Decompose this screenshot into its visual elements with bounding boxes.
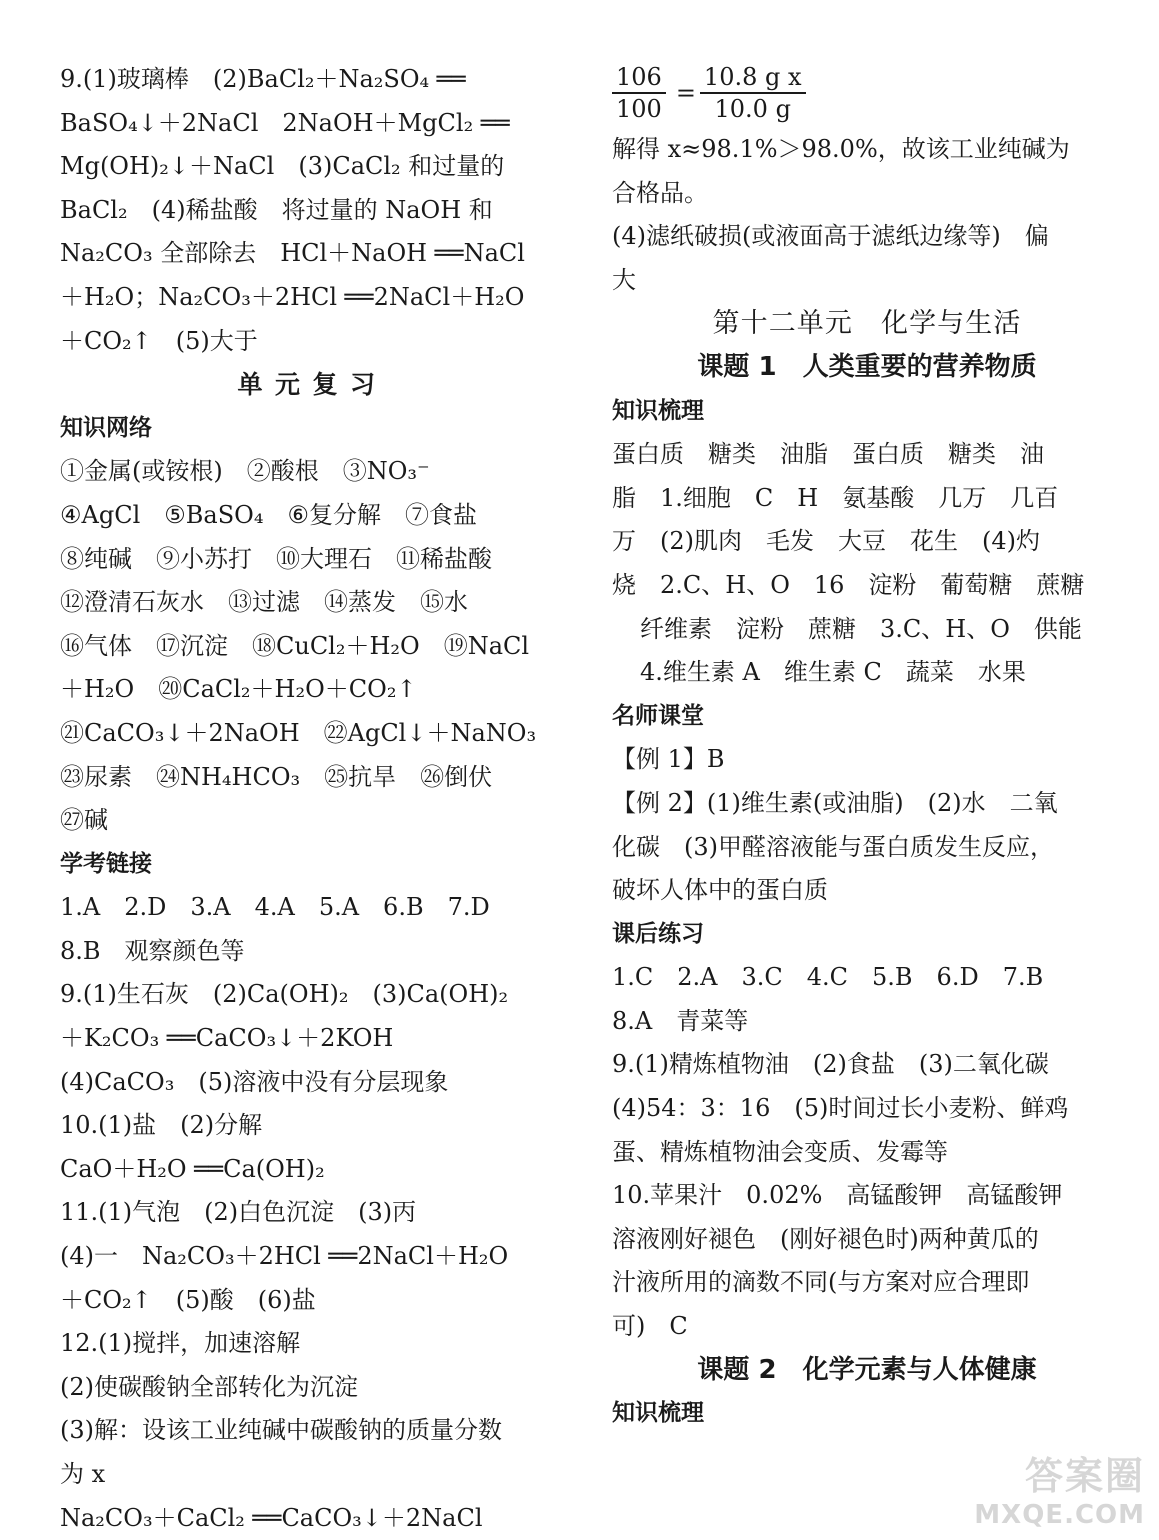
section-heading: 课后练习	[612, 920, 704, 947]
left-column	[60, 58, 565, 1540]
answer-line: ⑯气体 ⑰沉淀 ⑱CuCl₂＋H₂O ⑲NaCl	[60, 631, 530, 660]
answer-line: 溶液刚好褪色 (刚好褪色时)两种黄瓜的	[612, 1224, 1039, 1253]
answer-line: 8.B 观察颜色等	[60, 936, 245, 965]
answer-line: ＋H₂O；Na₂CO₃＋2HCl ══2NaCl＋H₂O	[60, 282, 525, 311]
answer-line: ＋H₂O ⑳CaCl₂＋H₂O＋CO₂↑	[60, 675, 417, 704]
answer-line: 【例 1】B	[612, 745, 725, 774]
lesson-title: 课题 2 化学元素与人体健康	[697, 1354, 1037, 1385]
fraction-right-denominator: 10.0 g	[714, 95, 791, 123]
answer-line: 为 x	[60, 1460, 106, 1488]
answer-line: 9.(1)玻璃棒 (2)BaCl₂＋Na₂SO₄ ══	[60, 65, 466, 93]
fraction-left	[612, 62, 666, 124]
answer-line: ⑧纯碱 ⑨小苏打 ⑩大理石 ⑪稀盐酸	[60, 544, 492, 573]
answer-line: 9.(1)精炼植物油 (2)食盐 (3)二氧化碳	[612, 1050, 1049, 1079]
answer-line: (4)CaCO₃ (5)溶液中没有分层现象	[60, 1067, 449, 1096]
right-column	[612, 58, 1122, 1436]
answer-line: 11.(1)气泡 (2)白色沉淀 (3)丙	[60, 1198, 417, 1227]
fraction-left-denominator: 100	[616, 95, 662, 123]
answer-line: (4)54：3：16 (5)时间过长小麦粉、鲜鸡	[612, 1094, 1069, 1123]
answer-line: ＋CO₂↑ (5)酸 (6)盐	[60, 1285, 316, 1314]
answer-line: 化碳 (3)甲醛溶液能与蛋白质发生反应，	[612, 832, 1054, 861]
answer-line: 可) C	[612, 1312, 688, 1341]
answer-line: 9.(1)生石灰 (2)Ca(OH)₂ (3)Ca(OH)₂	[60, 980, 509, 1009]
watermark-logo	[974, 1445, 1145, 1530]
answer-line: (2)使碳酸钠全部转化为沉淀	[60, 1372, 358, 1401]
answer-line: 解得 x≈98.1%＞98.0%，故该工业纯碱为	[612, 135, 1070, 163]
answer-line: ㉓尿素 ㉔NH₄HCO₃ ㉕抗旱 ㉖倒伏	[60, 762, 493, 791]
section-heading: 名师课堂	[612, 702, 704, 729]
watermark-url: MXQE.COM	[974, 1500, 1145, 1530]
answer-line: 脂 1.细胞 C H 氨基酸 几万 几百	[612, 483, 1059, 512]
answer-line: 合格品。	[612, 178, 708, 207]
unit-title: 单元复习	[237, 370, 388, 400]
fraction-right	[700, 62, 806, 124]
answer-line: ④AgCl ⑤BaSO₄ ⑥复分解 ⑦食盐	[60, 500, 477, 529]
answer-line: 【例 2】(1)维生素(或油脂) (2)水 二氧	[612, 788, 1058, 817]
answer-line: 大	[612, 265, 636, 294]
fraction-equation	[612, 58, 1122, 128]
answer-line: (4)一 Na₂CO₃＋2HCl ══2NaCl＋H₂O	[60, 1242, 509, 1271]
chapter-title: 第十二单元 化学与生活	[712, 308, 1022, 340]
answer-line: ①金属(或铵根) ②酸根 ③NO₃⁻	[60, 457, 430, 486]
answer-line: 万 (2)肌肉 毛发 大豆 花生 (4)灼	[612, 527, 1040, 556]
answer-line: 4.维生素 A 维生素 C 蔬菜 水果	[640, 658, 1026, 687]
answer-line: 汁液所用的滴数不同(与方案对应合理即	[612, 1268, 1030, 1297]
fraction-right-numerator: 10.8 g x	[700, 62, 806, 94]
answer-line: 12.(1)搅拌，加速溶解	[60, 1329, 301, 1358]
answer-line: 10.苹果汁 0.02% 高锰酸钾 高锰酸钾	[612, 1181, 1063, 1210]
answer-line: ⑫澄清石灰水 ⑬过滤 ⑭蒸发 ⑮水	[60, 588, 468, 617]
answer-line: Mg(OH)₂↓＋NaCl (3)CaCl₂ 和过量的	[60, 152, 505, 181]
answer-line: CaO＋H₂O ══Ca(OH)₂	[60, 1154, 325, 1183]
answer-line: 烧 2.C、H、O 16 淀粉 葡萄糖 蔗糖	[612, 570, 1085, 599]
answer-line: ㉑CaCO₃↓＋2NaOH ㉒AgCl↓＋NaNO₃	[60, 718, 537, 747]
section-heading: 知识梳理	[612, 397, 704, 424]
answer-line: ＋CO₂↑ (5)大于	[60, 326, 258, 355]
answer-line: Na₂CO₃＋CaCl₂ ══CaCO₃↓＋2NaCl	[60, 1503, 483, 1532]
answer-line: Na₂CO₃ 全部除去 HCl＋NaOH ══NaCl	[60, 239, 525, 268]
answer-line: 蛋白质 糖类 油脂 蛋白质 糖类 油	[612, 440, 1044, 469]
fraction-left-numerator: 106	[612, 62, 666, 94]
answer-line: BaCl₂ (4)稀盐酸 将过量的 NaOH 和	[60, 195, 493, 224]
equals-sign: =	[675, 79, 696, 107]
answer-line: 1.A 2.D 3.A 4.A 5.A 6.B 7.D	[60, 893, 490, 922]
answer-line: ＋K₂CO₃ ══CaCO₃↓＋2KOH	[60, 1024, 394, 1053]
answer-line: (3)解：设该工业纯碱中碳酸钠的质量分数	[60, 1416, 502, 1445]
section-heading: 知识网络	[60, 414, 152, 441]
section-heading: 知识梳理	[612, 1400, 704, 1427]
right-column-lines	[612, 128, 1122, 1436]
answer-line: ㉗碱	[60, 806, 108, 835]
answer-line: (4)滤纸破损(或液面高于滤纸边缘等) 偏	[612, 222, 1049, 251]
answer-line: 10.(1)盐 (2)分解	[60, 1111, 263, 1140]
lesson-title: 课题 1 人类重要的营养物质	[697, 351, 1037, 382]
answer-line: BaSO₄↓＋2NaCl 2NaOH＋MgCl₂ ══	[60, 108, 510, 137]
answer-line: 1.C 2.A 3.C 4.C 5.B 6.D 7.B	[612, 963, 1044, 992]
answer-line: 蛋、精炼植物油会变质、发霉等	[612, 1137, 948, 1166]
watermark-text: 答案圈	[1024, 1454, 1145, 1498]
answer-line: 纤维素 淀粉 蔗糖 3.C、H、O 供能	[640, 614, 1082, 643]
answer-line: 破坏人体中的蛋白质	[612, 876, 828, 905]
section-heading: 学考链接	[60, 850, 152, 877]
answer-line: 8.A 青菜等	[612, 1006, 749, 1035]
